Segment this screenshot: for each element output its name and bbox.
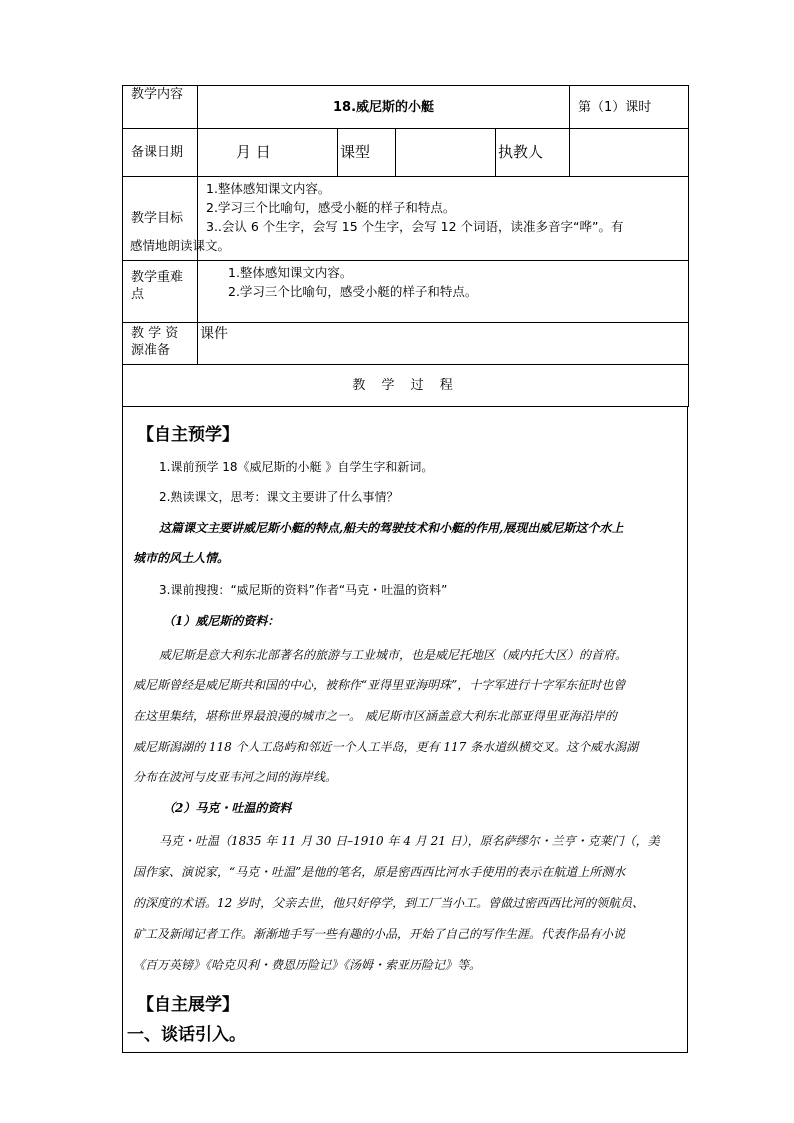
type-label: 课型 [338, 129, 396, 177]
para-3b: 城市的风土人情。 [133, 551, 230, 565]
para-4: 3.课前搜搜：“威尼斯的资料”作者“马克・吐温的资料” [159, 583, 448, 597]
venice-line-4: 威尼斯潟湖的 118 个人工岛屿和邻近一个人工半岛，更有 117 条水道纵横交叉。这个威水潟湖 [133, 740, 639, 754]
key-cell [198, 261, 689, 323]
lesson-period: 第（1）课时 [570, 86, 689, 129]
process-heading: 教 学 过 程 [123, 365, 689, 407]
twain-line-2: 国作家、演说家，“马克・吐温”是他的笔名，原是密西西比河水手使用的表示在航道上所测水 [133, 865, 626, 879]
para-1: 1.课前预学 18《威尼斯的小艇 》自学生字和新词。 [159, 460, 434, 474]
venice-line-3: 在这里集结，堪称世界最浪漫的城市之一。 威尼斯市区涵盖意大利东北部亚得里亚海沿岸的 [133, 709, 617, 723]
type-value [396, 129, 496, 177]
venice-line-2: 威尼斯曾经是威尼斯共和国的中心，被称作“亚得里亚海明珠”，十字军进行十字军东征时也曾 [133, 678, 626, 692]
teacher-label: 执教人 [496, 129, 570, 177]
teacher-value [570, 129, 689, 177]
key-1: 1.整体感知课文内容。 [228, 265, 353, 280]
venice-line-1: 威尼斯是意大利东北部著名的旅游与工业城市，也是威尼托地区（威内托大区）的首府。 [159, 648, 628, 662]
twain-line-4: 矿工及新闻记者工作。渐渐地手写一些有趣的小品，开始了自己的写作生涯。代表作品有小说 [133, 927, 626, 941]
section-intro: 一、谈话引入。 [127, 1025, 246, 1045]
sub-twain: （2）马克・吐温的资料 [163, 801, 292, 815]
month-day: 月 日 [198, 129, 338, 177]
date-label: 备课日期 [123, 129, 198, 177]
para-3a: 这篇课文主要讲威尼斯小艇的特点,船夫的驾驶技术和小艇的作用,展现出威尼斯这个水上 [159, 521, 624, 535]
goal-1: 1.整体感知课文内容。 [206, 181, 331, 196]
resource-label: 教 学 资 源准备 [123, 323, 198, 365]
goal-3-cont: 感情地朗读课文。 [130, 238, 231, 253]
process-body [122, 406, 688, 1053]
twain-line-3: 的深度的术语。12 岁时，父亲去世，他只好停学，到工厂当小工。曾做过密西西比河的领航员、 [133, 896, 645, 910]
venice-line-5: 分布在波河与皮亚韦河之间的海岸线。 [133, 770, 338, 784]
resource-value: 课件 [198, 323, 689, 365]
lesson-title: 18.威尼斯的小艇 [198, 86, 570, 129]
section-self-preview: 【自主预学】 [137, 425, 239, 445]
key-label: 教学重难点 [123, 261, 198, 323]
twain-line-5: 《百万英镑》《哈克贝利・费恩历险记》《汤姆・索亚历险记》等。 [133, 958, 482, 972]
twain-line-1: 马克・吐温（1835 年 11 月 30 日–1910 年 4 月 21 日），原名萨缪尔・兰亨・克莱门（，美 [159, 834, 660, 848]
goals-label: 教学目标 [123, 177, 198, 261]
lesson-header-table [122, 85, 689, 407]
para-2: 2.熟读课文，思考：课文主要讲了什么事情？ [159, 490, 399, 504]
section-self-show: 【自主展学】 [137, 995, 239, 1015]
sub-venice: （1）威尼斯的资料： [163, 614, 280, 628]
goal-2: 2.学习三个比喻句，感受小艇的样子和特点。 [206, 200, 456, 215]
content-label: 教学内容 [123, 86, 198, 129]
goal-3: 3..会认 6 个生字，会写 15 个生字，会写 12 个词语，读准多音字“哗”。有 [206, 219, 624, 234]
key-2: 2.学习三个比喻句，感受小艇的样子和特点。 [228, 284, 478, 299]
